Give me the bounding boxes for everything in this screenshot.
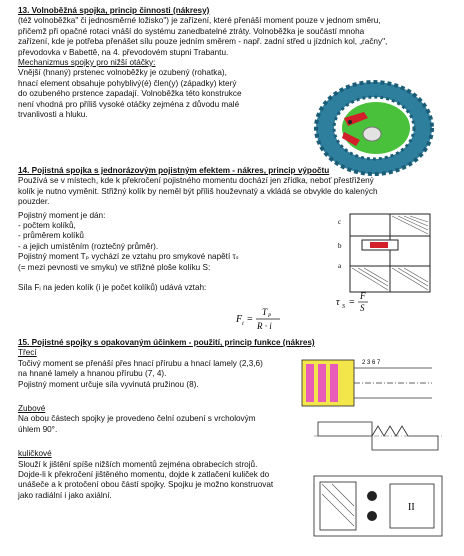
mech-line: není vhodná pro příliš vysoké otáčky zejména z důvodu malé [18,99,240,109]
moment-line: (= mezi pevnosti ve smyku) ve střižné ploše kolíku S: [18,262,211,272]
svg-text:=: = [349,297,355,308]
ball-label: kuličkové [18,449,52,459]
ball-line: jako radiální i jako axiální. [18,490,112,500]
svg-text:S: S [342,304,345,310]
list-item: - počtem kolíků, [18,221,76,231]
mechanism-label: Mechanizmus spojky pro nižší otáčky: [18,58,156,68]
svg-text:II: II [408,502,415,513]
ball-clutch-drawing [310,470,446,542]
shear-stress-formula [336,290,392,314]
s13-line: přičemž při opačné rotaci vnáší do systému zanedbatelné ztráty. Volnoběžka je součástí mnoha [18,26,365,36]
friction-clutch-drawing [292,354,442,414]
toothed-label: Zubové [18,404,46,414]
friction-line: Pojistný moment určuje síla vyvinutá pružinou (8). [18,379,199,389]
moment-line: Pojistný moment Tₚ vychází ze vztahu pro smykové napětí τₛ [18,252,239,262]
friction-label: Třecí [18,348,37,358]
svg-text:2 3 6 7: 2 3 6 7 [362,360,381,366]
mech-line: do ozubeného prstence zapadají. Volnoběžka této konstrukce [18,89,242,99]
svg-text:b: b [338,242,342,250]
svg-text:R · i: R · i [257,321,272,331]
ball-line: Slouží k jištění spíše nižších momentů zejména obrabecích strojů. [18,459,258,469]
list-item: - a jejich umístěním (roztečný průměr). [18,241,159,251]
svg-text:T: T [262,307,268,317]
friction-line: Točivý moment se přenáší přes hnací přírubu a hnací lamely (2,3,6) [18,358,263,368]
section-15-title: 15. Pojistné spojky s opakovaným účinkem - použití, princip funkce (nákres) [18,338,315,347]
ball-line: unášeče a k protočení obou částí spojky. Spojku je možno konstruovat [18,480,274,490]
s13-line: (též volnoběžka" či jednosměrné ložisko") je zařízení, které přenáší moment pouze v jednom směru, [18,16,381,26]
freewheel-ratchet-illustration [312,76,436,176]
s13-line: převodovka v Babettě, na 4. převodovém stupni Trabantu. [18,47,229,57]
mech-line: trvanlivosti a hluku. [18,110,88,120]
svg-text:c: c [338,218,342,226]
toothed-clutch-drawing [312,416,444,454]
toothed-line: Na obou částech spojky je provedeno čelní ozubení s vrcholovým [18,414,256,424]
list-item: - průměrem kolíků [18,231,84,241]
section-13-title: 13. Volnoběžná spojka, princip činnosti (nákresy) [18,6,210,15]
mech-line: hnací element obsahuje pohyblivý(é) člen(y) (západky) který [18,78,237,88]
section-14-title: 14. Pojistná spojka s jednorázovým pojistným efektem - nákres, princip výpočtu [18,166,330,175]
list-label: Pojistný moment je dán: [18,210,106,220]
svg-text:S: S [360,303,365,313]
svg-text:=: = [247,314,253,325]
ball-line: Dojde-li k překročení jištěného momentu, dojde k zatlačení kuliček do [18,470,270,480]
s14-line: kolík je nutno vyměnit. Střižný kolík by neměl být příliš houževnatý a vkládá se obvykle do kalených [18,186,378,196]
force-line: Síla Fᵢ na jeden kolík (i je počet kolíků) udává vztah: [18,283,207,293]
svg-text:τ: τ [336,297,340,308]
svg-text:i: i [242,321,244,327]
svg-text:F: F [360,291,366,301]
mech-line: Vnější (hnaný) prstenec volnoběžky je ozubený (rohatka), [18,68,227,78]
toothed-line: úhlem 90°. [18,424,58,434]
svg-text:a: a [338,262,342,270]
shear-pin-coupling-drawing [332,206,444,298]
s14-line: Používá se v místech, kde k překročení pojistného momentu dochází jen zřídka, neboť přestřižený [18,176,374,186]
svg-text:P: P [268,314,272,319]
friction-line: na hnané lamely a hnanou přírubu (7, 4). [18,369,167,379]
svg-text:F: F [236,314,243,325]
s14-line: pouzder. [18,197,50,207]
pin-force-formula [236,306,292,332]
s13-line: zařízení, kde je potřeba přenášet sílu pouze jedním směrem - např. zadní střed u jízdních kol, „račny", [18,37,388,47]
